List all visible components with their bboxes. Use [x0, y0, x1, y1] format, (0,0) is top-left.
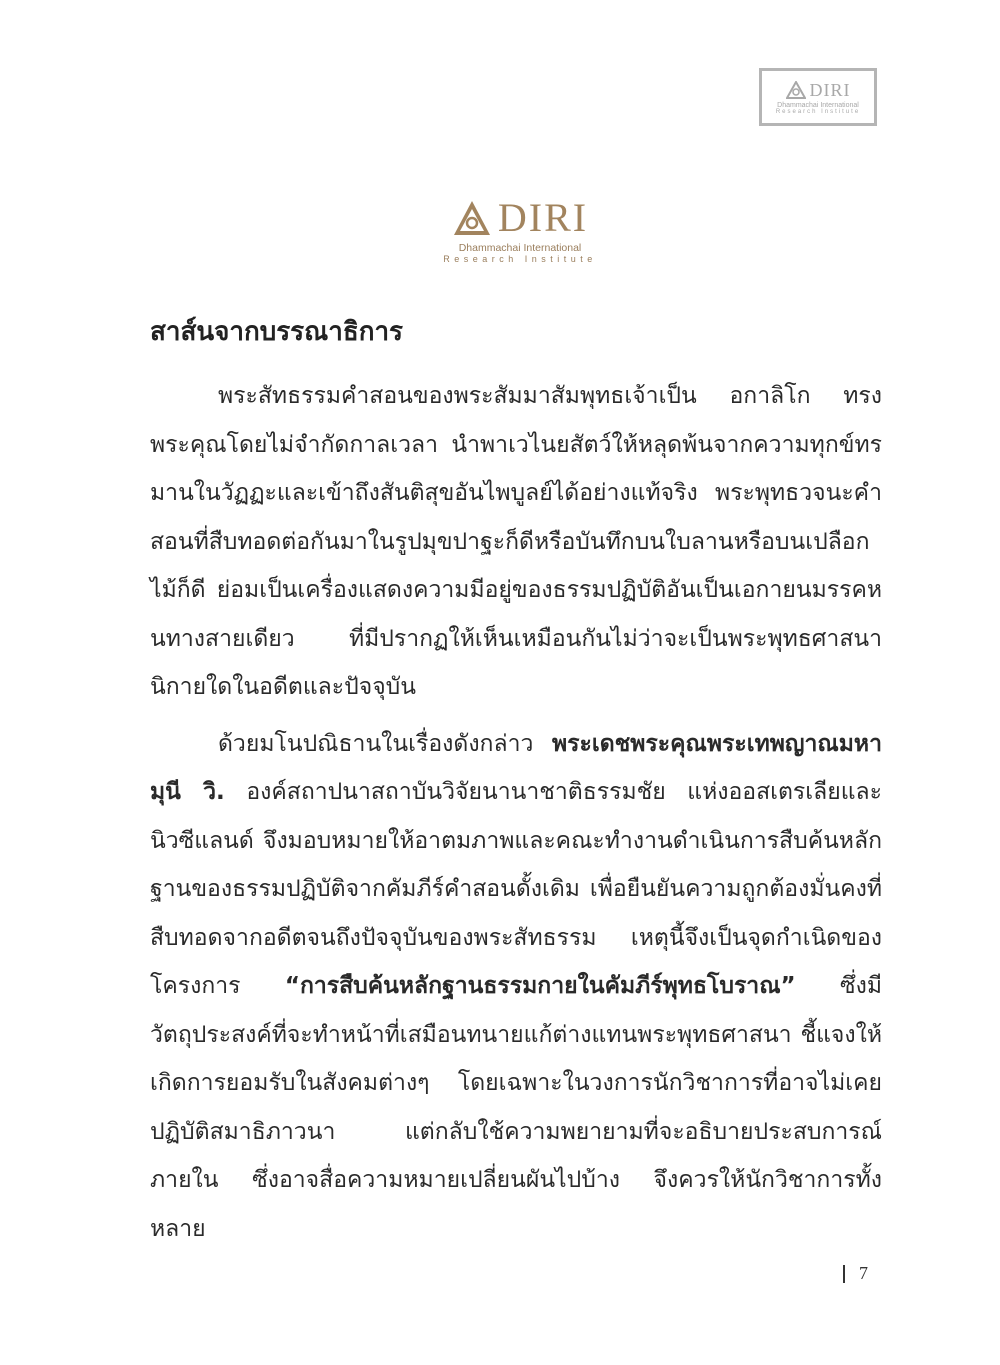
footer-divider	[843, 1265, 845, 1283]
diri-emblem-icon	[786, 81, 806, 99]
center-logo-subtitle-2: Research Institute	[443, 254, 597, 264]
header-logo-subtitle-2: Research Institute	[775, 108, 861, 115]
center-logo-mark: DIRI	[497, 195, 589, 240]
page-footer	[843, 1263, 868, 1284]
paragraph-2-mid: องค์สถาปนาสถาบันวิจัยนานาชาติธรรมชัย แห่งออสเตรเลียและนิวซีแลนด์ จึงมอบหมายให้อาตมภาพและคณะทำงานดำเนินการสืบค้นหลักฐานของธรรมปฏิบัติจากคัมภีร์คำสอนดั้งเดิม เพื่อยืนยันความถูกต้องมั่นคงที่สืบทอดจากอดีตจนถึงปัจจุบันของพระสัทธรรม เหตุนี้จึงเป็นจุดกำเนิดของโครงการ	[150, 779, 882, 999]
page-title: สาส์นจากบรรณาธิการ	[150, 317, 404, 347]
header-logo-subtitle-1: Dhammachai International	[777, 101, 859, 109]
header-logo-mark: DIRI	[809, 79, 851, 100]
center-logo	[440, 196, 600, 276]
paragraph-2-bold-project: “การสืบค้นหลักฐานธรรมกายในคัมภีร์พุทธโบราณ”	[284, 973, 796, 999]
paragraph-2-end: ซึ่งมีวัตถุประสงค์ที่จะทำหน้าที่เสมือนทนายแก้ต่างแทนพระพุทธศาสนา ชี้แจงให้เกิดการยอมรับในสังคมต่างๆ โดยเฉพาะในวงการนักวิชาการที่อาจไม่เคยปฏิบัติสมาธิภาวนา แต่กลับใช้ความพยายามที่จะอธิบายประสบการณ์ภายใน ซึ่งอาจสื่อความหมายเปลี่ยนผันไปบ้าง จึงควรให้นักวิชาการทั้งหลาย	[150, 973, 882, 1242]
paragraph-2-bold-name: พระเดชพระคุณพระเทพญาณมหามุนี วิ.	[150, 730, 882, 805]
diri-emblem-icon	[452, 199, 492, 237]
paragraph-2-intro: ด้วยมโนปณิธานในเรื่องดังกล่าว	[218, 730, 552, 757]
body-content	[150, 372, 882, 1253]
paragraph-1: พระสัทธรรมคำสอนของพระสัมมาสัมพุทธเจ้าเป็น อกาลิโก ทรงพระคุณโดยไม่จำกัดกาลเวลา นำพาเวไนยสัตว์ให้หลุดพ้นจากความทุกข์ทรมานในวัฏฏะและเข้าถึงสันติสุขอันไพบูลย์ได้อย่างแท้จริง พระพุทธวจนะคำสอนที่สืบทอดต่อกันมาในรูปมุขปาฐะก็ดีหรือบันทึกบนใบลานหรือบนเปลือกไม้ก็ดี ย่อมเป็นเครื่องแสดงความมีอยู่ของธรรมปฏิบัติอันเป็นเอกายนมรรคหนทางสายเดียว ที่มีปรากฏให้เห็นเหมือนกันไม่ว่าจะเป็นพระพุทธศาสนานิกายใดในอดีตและปัจจุบัน	[150, 383, 882, 700]
page-number: 7	[859, 1263, 868, 1283]
paragraph-2	[150, 720, 882, 1254]
center-logo-subtitle-1: Dhammachai International	[458, 242, 582, 254]
header-logo	[759, 68, 877, 126]
